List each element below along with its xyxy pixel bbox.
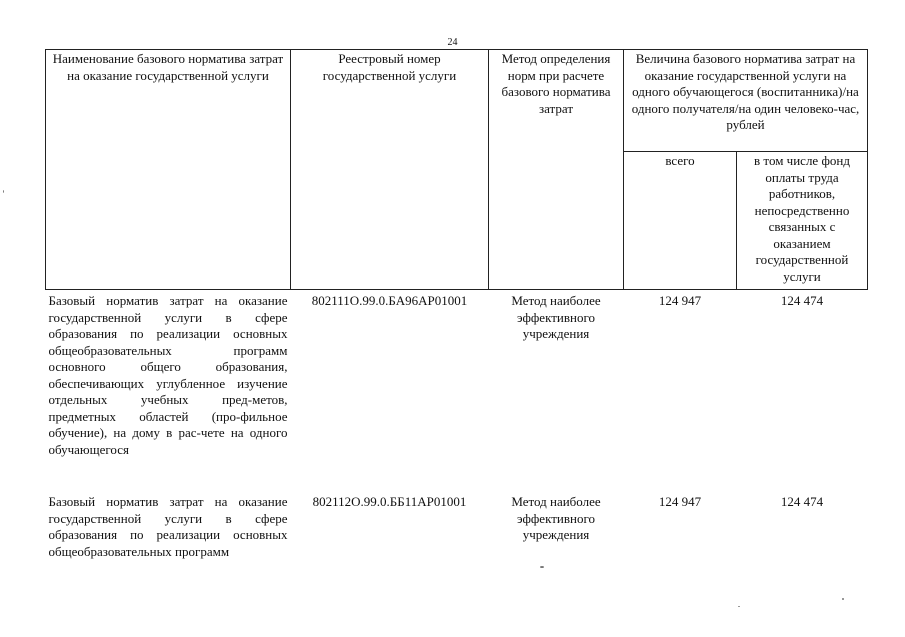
- row-name: Базовый норматив затрат на оказание государственной услуги в сфере образования по реализации основных общеобразовательных программ: [48, 494, 288, 559]
- row-registry-number: 802111О.99.0.БА96АР01001: [311, 293, 468, 308]
- header-salary-fund: в том числе фонд оплаты труда работников, непосредственно связанных с оказанием государственной услуги: [737, 152, 868, 290]
- row-registry-number: 802112О.99.0.ББ11АР01001: [312, 494, 467, 509]
- header-method: Метод определения норм при расчете базового норматива затрат: [489, 50, 624, 290]
- header-norm-value: Величина базового норматива затрат на оказание государственной услуги на одного обучающегося (воспитанника)/на одного получателя/на один человеко-час, рублей: [624, 50, 868, 152]
- scan-speck: [3, 190, 4, 193]
- row-name: Базовый норматив затрат на оказание государственной услуги в сфере образования по реализации основных общеобразовательных программ основного общего образования, обеспечивающих углубленное изучение отдельных учебных пред-метов, предметных областей (про-фильное обучение), на дому в рас-чете на одного обучающегося: [48, 293, 288, 457]
- row-spacer: [46, 458, 868, 491]
- scan-speck: [842, 598, 844, 600]
- table-body: [46, 290, 868, 561]
- scan-speck: [738, 606, 740, 607]
- row-total: 124 947: [658, 293, 702, 308]
- page-number: 24: [447, 37, 458, 48]
- row-salary-fund: 124 474: [780, 494, 824, 509]
- row-total: 124 947: [658, 494, 702, 509]
- header-registry-number: Реестровый номер государственной услуги: [291, 50, 489, 290]
- row-method: Метод наиболее эффективного учреждения: [511, 494, 601, 542]
- table-header: [46, 50, 868, 290]
- table-row: [46, 491, 868, 560]
- header-total: всего: [624, 152, 737, 290]
- scan-speck: [540, 566, 544, 568]
- table-row: [46, 290, 868, 459]
- row-method: Метод наиболее эффективного учреждения: [511, 293, 601, 341]
- norms-table: [45, 49, 868, 560]
- row-salary-fund: 124 474: [780, 293, 824, 308]
- header-name: Наименование базового норматива затрат на оказание государственной услуги: [46, 50, 291, 290]
